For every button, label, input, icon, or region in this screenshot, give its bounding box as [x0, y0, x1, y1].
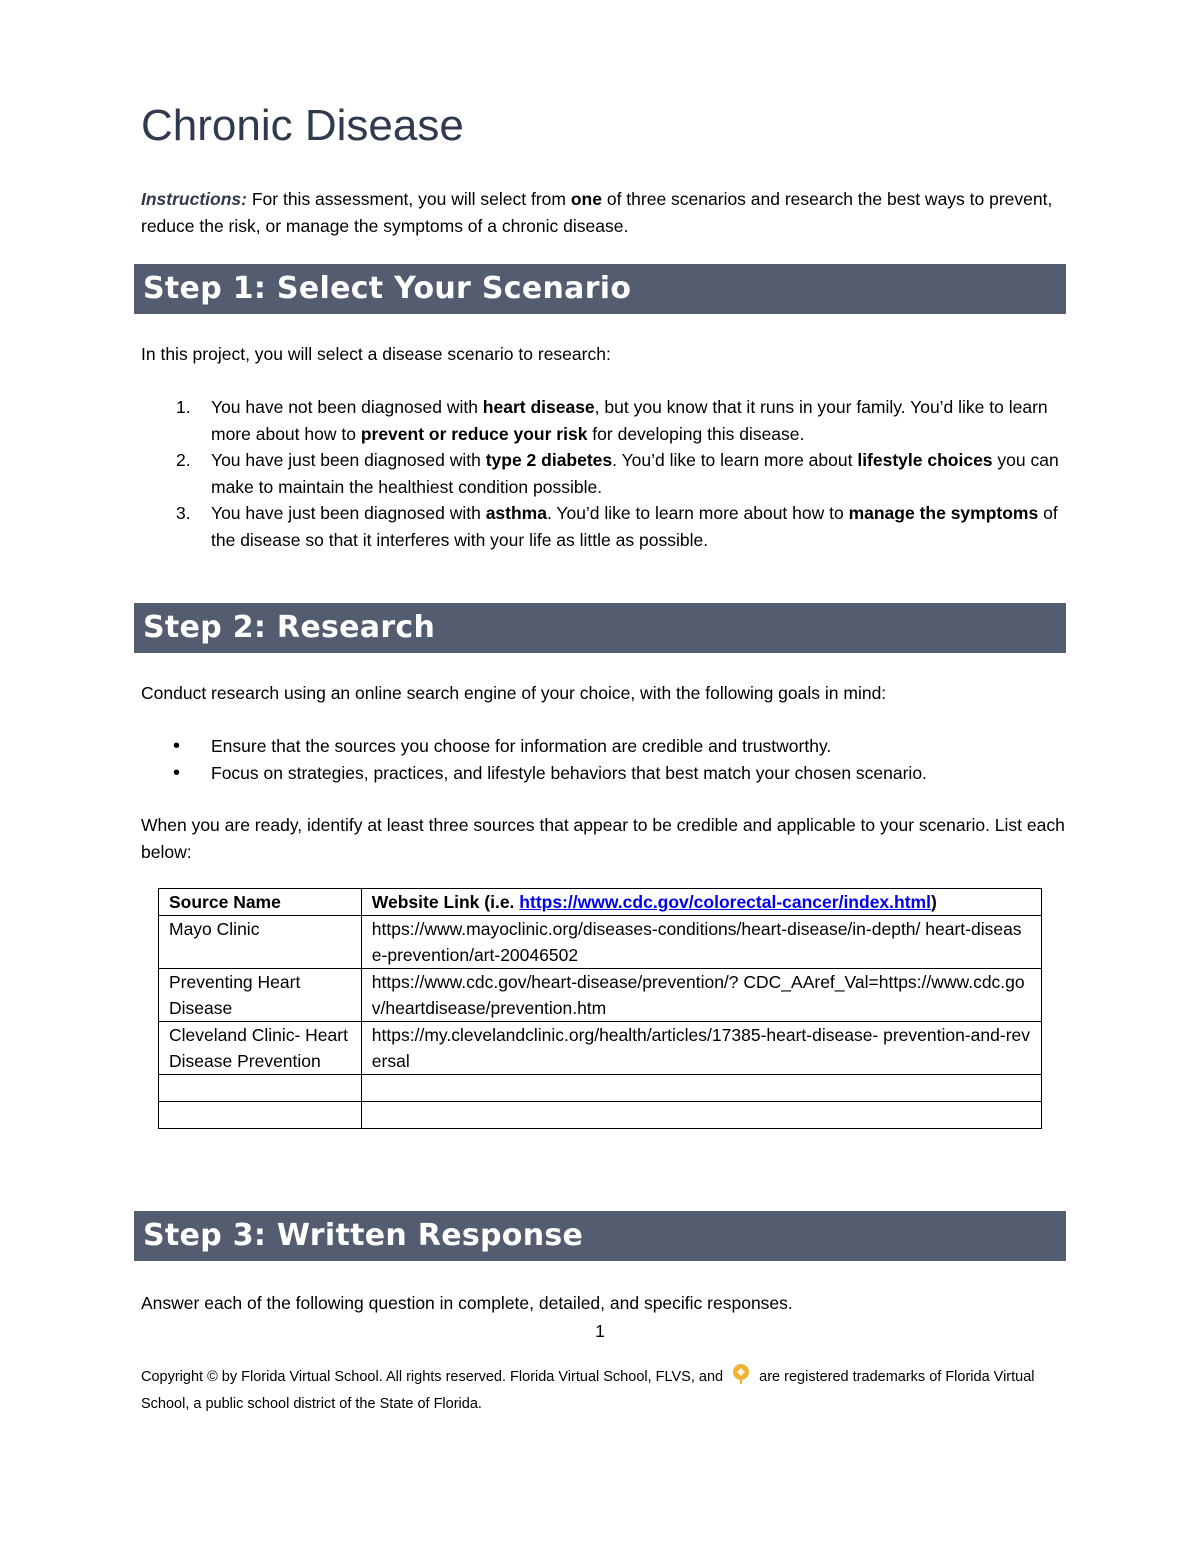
scenario-bold: type 2 diabetes: [485, 450, 613, 470]
goal-text: Focus on strategies, practices, and lifestyle behaviors that best match your chosen scenario.: [211, 762, 927, 783]
bullet-icon: •: [173, 735, 181, 757]
instructions-text-before: For this assessment, you will select from: [246, 189, 571, 209]
flvs-logo-icon: [731, 1363, 751, 1385]
scenario-text: You have just been diagnosed with: [211, 450, 486, 470]
scenario-text: for developing this disease.: [587, 423, 805, 444]
step2-heading: Step 2: Research: [143, 610, 436, 645]
scenario-text: . You’d like to learn more about: [612, 450, 858, 470]
footer-text: are registered trademarks of Florida Virtual School, a public school district of the State of Florida.: [141, 1369, 1035, 1412]
step2-ready-text: When you are ready, identify at least three sources that appear to be credible and applicable to your scenario. List each below:: [141, 815, 1065, 862]
goal-item-1: [141, 733, 1066, 760]
source-name-cell[interactable]: Mayo Clinic: [159, 916, 362, 969]
scenario-text: . You’d like to learn more about how to: [546, 503, 849, 523]
step1-intro: In this project, you will select a disease scenario to research:: [141, 344, 611, 364]
source-link-cell[interactable]: [361, 1075, 1041, 1102]
scenario-item-2: [141, 447, 1066, 500]
step2-intro: Conduct research using an online search engine of your choice, with the following goals in mind:: [141, 683, 887, 703]
scenario-number: 2.: [176, 450, 191, 470]
step3-intro: Answer each of the following question in complete, detailed, and specific responses.: [141, 1293, 793, 1313]
source-name-cell[interactable]: Preventing Heart Disease: [159, 969, 362, 1022]
table-row: [159, 1075, 1042, 1102]
table-header-row: [159, 889, 1042, 916]
scenario-text: You have just been diagnosed with: [211, 503, 486, 523]
sources-table: [158, 888, 1042, 1129]
step1-header-bar: [134, 264, 1066, 314]
page-number: 1: [595, 1321, 605, 1341]
example-link[interactable]: https://www.cdc.gov/colorectal-cancer/index.html: [519, 892, 931, 912]
scenario-text: , but you know that it runs in your family. You’d like to learn more about how to: [211, 397, 1048, 444]
scenario-bold: heart disease: [482, 397, 595, 417]
col-header-website-link: [361, 889, 1041, 916]
goal-text: Ensure that the sources you choose for information are credible and trustworthy.: [211, 736, 832, 756]
instructions-label: Instructions:: [141, 189, 247, 209]
scenario-text: you can make to maintain the healthiest condition possible.: [211, 450, 1059, 497]
footer-text: Copyright © by Florida Virtual School. All rights reserved. Florida Virtual School, FLVS, and: [141, 1369, 728, 1385]
scenario-number: 1.: [176, 397, 191, 417]
table-row: [159, 916, 1042, 969]
goals-list: [141, 733, 1066, 786]
bullet-icon: •: [173, 761, 181, 784]
source-link-cell[interactable]: [361, 1102, 1041, 1129]
scenario-bold: lifestyle choices: [857, 450, 993, 470]
col-header-source-name: Source Name: [159, 889, 362, 916]
goal-item-2: [141, 760, 1066, 787]
header-text: Website Link (i.e.: [371, 892, 520, 912]
scenario-item-3: [141, 500, 1066, 553]
source-link-cell[interactable]: https://my.clevelandclinic.org/health/articles/17385-heart-disease- prevention-and-reversal: [361, 1022, 1041, 1075]
source-name-cell[interactable]: Cleveland Clinic- Heart Disease Prevention: [159, 1022, 362, 1075]
table-row: [159, 969, 1042, 1022]
page-title: Chronic Disease: [141, 101, 464, 150]
table-row: [159, 1102, 1042, 1129]
step3-header-bar: [134, 1211, 1066, 1261]
scenario-bold: prevent or reduce your risk: [360, 423, 588, 444]
scenario-number: 3.: [176, 503, 191, 523]
source-name-cell[interactable]: [159, 1102, 362, 1129]
instructions: [141, 186, 1066, 239]
scenario-bold: asthma: [485, 503, 547, 523]
scenario-item-1: [141, 394, 1066, 447]
scenario-list: [141, 394, 1066, 553]
step3-heading: Step 3: Written Response: [143, 1218, 584, 1253]
copyright-footer: [141, 1363, 1041, 1418]
instructions-text-after: of three scenarios and research the best ways to prevent, reduce the risk, or manage the symptoms of a chronic disease.: [141, 189, 1053, 236]
table-row: [159, 1022, 1042, 1075]
source-name-cell[interactable]: [159, 1075, 362, 1102]
step1-heading: Step 1: Select Your Scenario: [143, 271, 632, 306]
header-text: ): [930, 892, 937, 912]
instructions-emphasis: one: [570, 189, 602, 209]
scenario-text: of the disease so that it interferes with your life as little as possible.: [211, 503, 1058, 550]
scenario-text: You have not been diagnosed with: [211, 397, 483, 417]
step2-header-bar: [134, 603, 1066, 653]
source-link-cell[interactable]: https://www.mayoclinic.org/diseases-conditions/heart-disease/in-depth/ heart-disease-prevention/art-20046502: [361, 916, 1041, 969]
scenario-bold: manage the symptoms: [848, 503, 1039, 523]
source-link-cell[interactable]: https://www.cdc.gov/heart-disease/prevention/? CDC_AAref_Val=https://www.cdc.gov/heartdisease/prevention.htm: [361, 969, 1041, 1022]
